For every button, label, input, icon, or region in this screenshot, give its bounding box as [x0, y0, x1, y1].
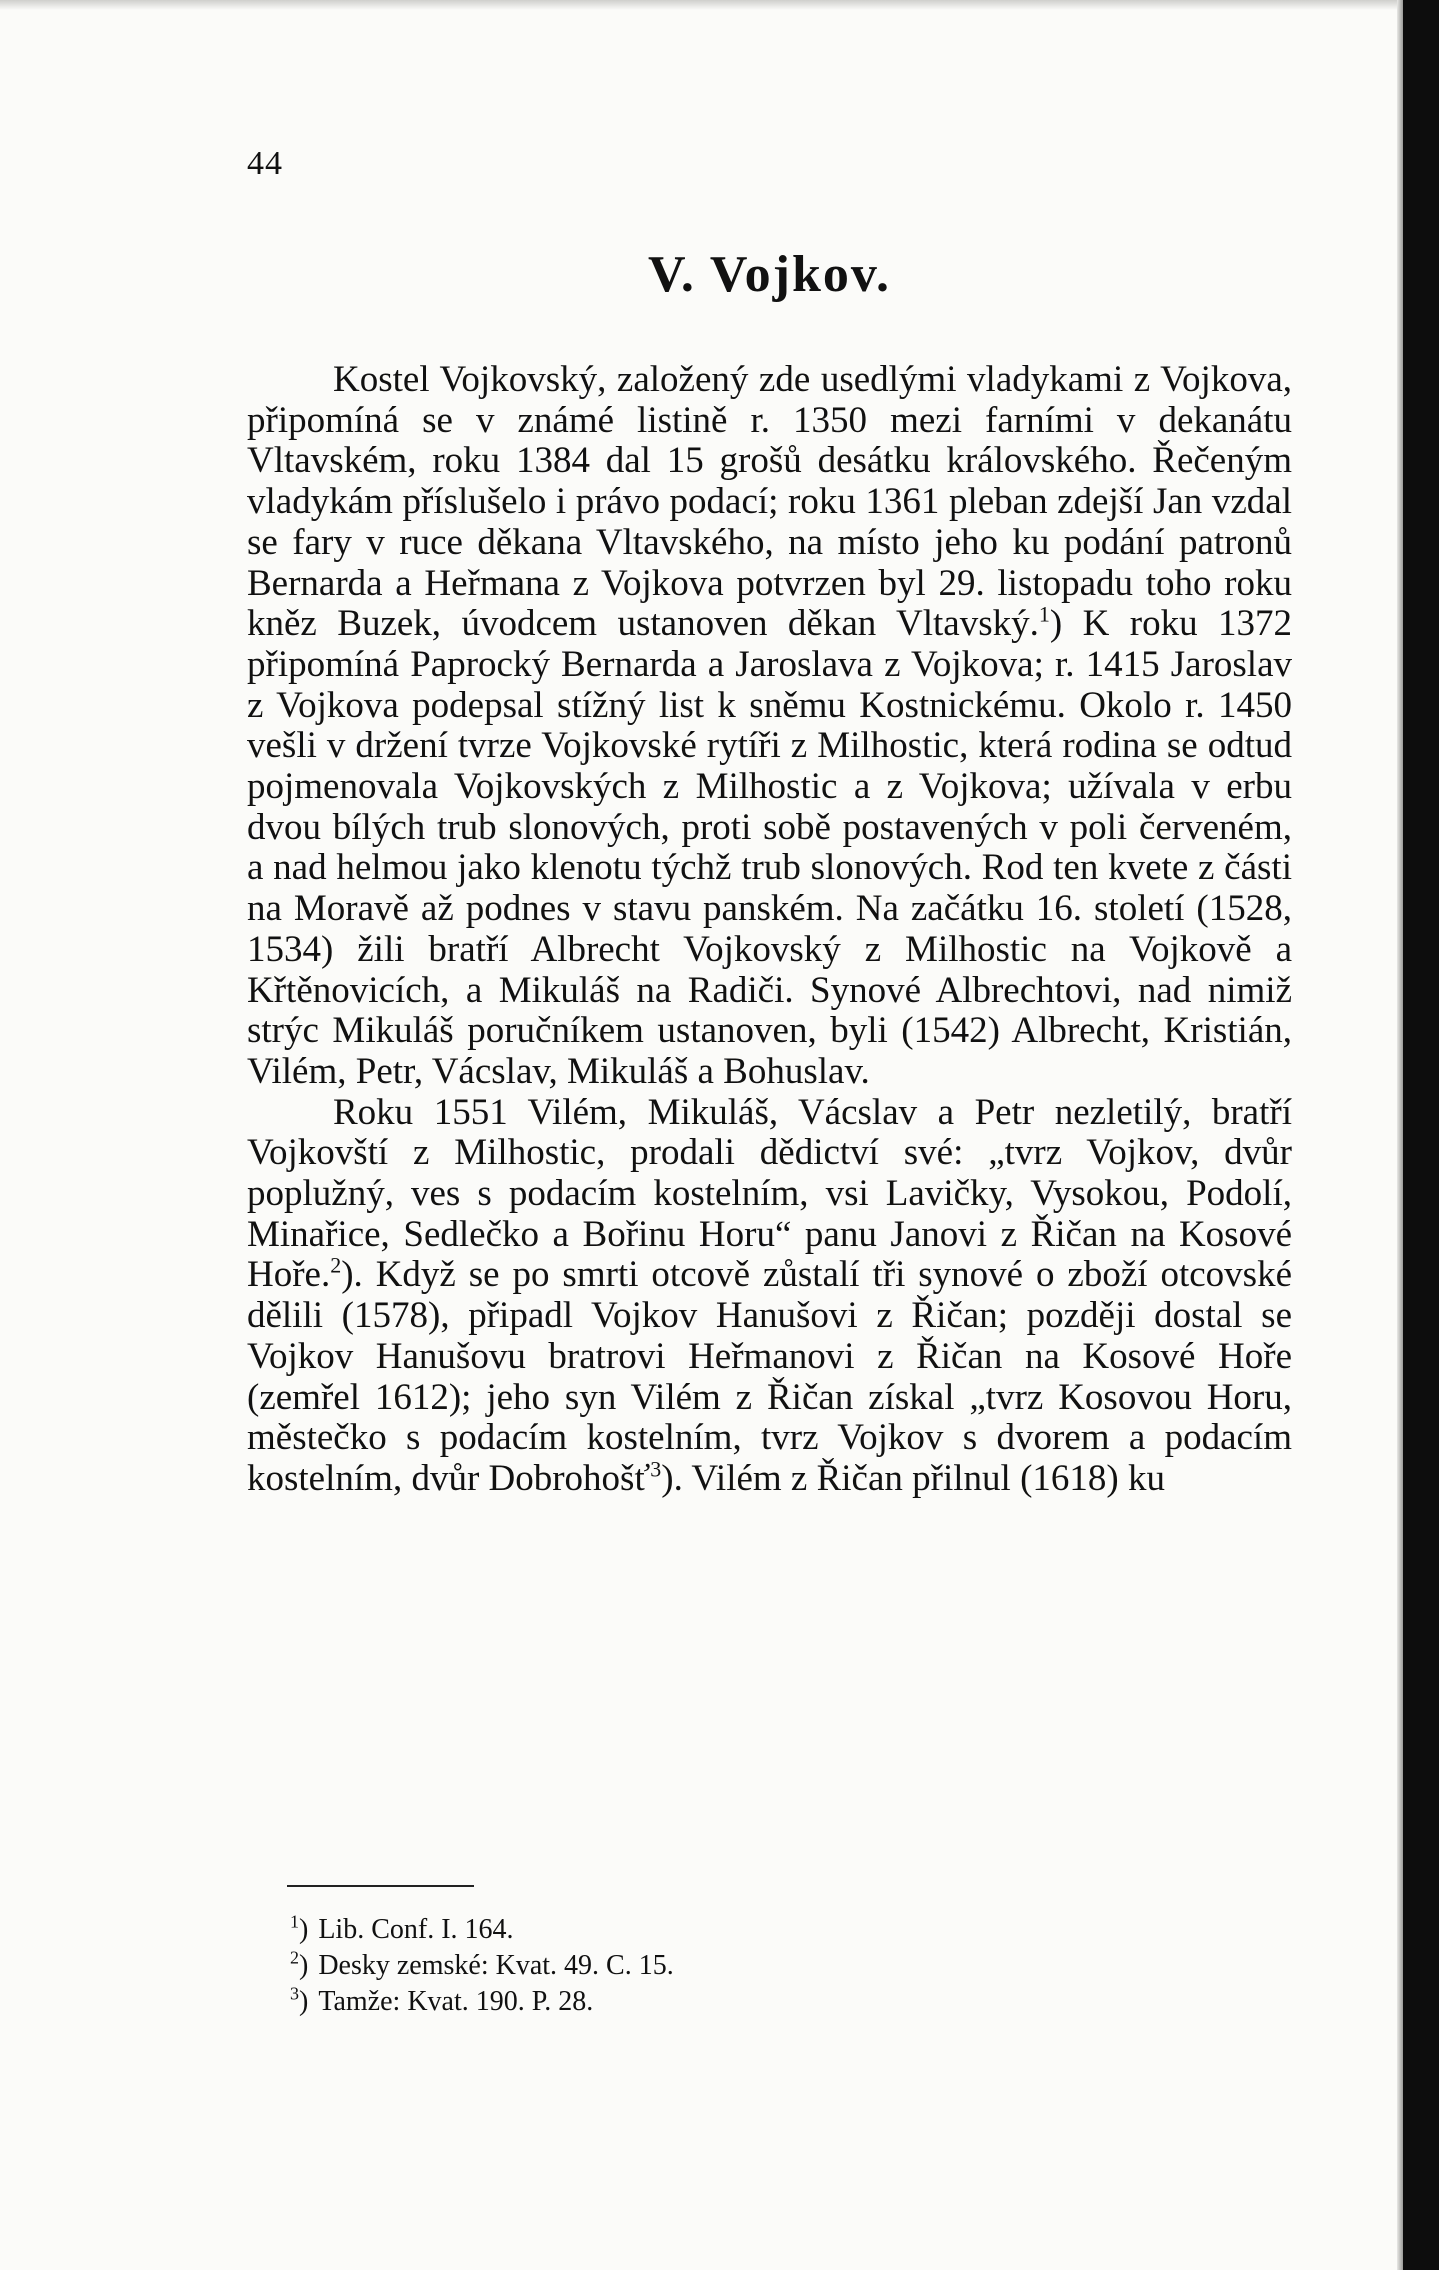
footnote-1-text: Lib. Conf. I. 164.: [318, 1914, 514, 1945]
footnote-2: [290, 1948, 1190, 1984]
footnote-1: [290, 1912, 1190, 1948]
footnote-ref-2: 2: [330, 1253, 342, 1279]
footnote-3: [290, 1984, 1190, 2020]
paragraph-2-text-c: ). Vilém z Řičan přilnul (1618) ku: [661, 1457, 1165, 1499]
footnote-ref-3: 3: [650, 1456, 662, 1482]
paragraph-1: [247, 360, 1292, 1093]
footnote-3-number: 3: [290, 1983, 299, 2004]
scan-edge: [1403, 0, 1439, 2270]
footnotes: [290, 1912, 1190, 2020]
footnote-2-text: Desky zemské: Kvat. 49. C. 15.: [318, 1950, 674, 1981]
footnote-2-number: 2: [290, 1947, 299, 1968]
footnote-3-text: Tamže: Kvat. 190. P. 28.: [318, 1986, 594, 2017]
paragraph-2-text-b: ). Když se po smrti otcově zůstalí tři synové o zboží otcovské dělili (1578), připadl Vojkov Hanušovi z Řičan; později dostal se Vojkov Hanušovu bratrovi Heřmanovi z Řičan na Kosové Hoře (zemřel 1612); jeho syn Vilém z Řičan získal „tvrz Kosovou Horu, městečko s podacím kostelním, tvrz Vojkov s dvorem a podacím kostelním, dvůr Dobrohošť: [247, 1254, 1292, 1499]
footnote-1-paren: ): [299, 1914, 309, 1945]
page-number: 44: [247, 145, 283, 182]
paragraph-2-text-a: Roku 1551 Vilém, Mikuláš, Vácslav a Petr nezletilý, bratří Vojkovští z Milhostic, prodali dědictví své: „tvrz Vojkov, dvůr poplužný, ves s podacím kostelním, vsi Lavičky, Vysokou, Podolí, Minařice, Sedlečko a Bořinu Horu“ panu Janovi z Řičan na Kosové Hoře.: [247, 1091, 1292, 1296]
scan-top-shadow: [0, 0, 1397, 10]
paragraph-1-text-b: ) K roku 1372 připomíná Paprocký Bernarda a Jaroslava z Vojkova; r. 1415 Jaroslav z Vojkova podepsal stížný list k sněmu Kostnickému. Okolo r. 1450 vešli v držení tvrze Vojkovské rytíři z Milhostic, která rodina se odtud pojmenovala Vojkovských z Milhostic a z Vojkova; užívala v erbu dvou bílých trub slonových, proti sobě postavených v poli červeném, a nad helmou jako klenotu týchž trub slonových. Rod ten kvete z části na Moravě až podnes v stavu panském. Na začátku 16. století (1528, 1534) žili bratří Albrecht Vojkovský z Milhostic na Vojkově a Křtěnovicích, a Mikuláš na Radiči. Synové Albrechtovi, nad nimiž strýc Mikuláš poručníkem ustanoven, byli (1542) Albrecht, Kristián, Vilém, Petr, Vácslav, Mikuláš a Bohuslav.: [247, 603, 1292, 1092]
footnote-3-paren: ): [299, 1986, 309, 2017]
paragraph-2: [247, 1093, 1292, 1500]
footnote-2-paren: ): [299, 1950, 309, 1981]
footnote-separator: [287, 1885, 474, 1887]
chapter-title: V. Vojkov.: [647, 246, 892, 303]
body-text: [247, 360, 1292, 1500]
paragraph-1-text-a: Kostel Vojkovský, založený zde usedlými vladykami z Vojkova, připomíná se v známé listině r. 1350 mezi farními v dekanátu Vltavském, roku 1384 dal 15 grošů desátku královského. Řečeným vladykám příslušelo i právo podací; roku 1361 pleban zdejší Jan vzdal se fary v ruce děkana Vltavského, na místo jeho ku podání patronů Bernarda a Heřmana z Vojkova potvrzen byl 29. listopadu toho roku kněz Buzek, úvodcem ustanoven děkan Vltavský.: [247, 359, 1292, 645]
footnote-1-number: 1: [290, 1911, 299, 1932]
footnote-ref-1: 1: [1038, 601, 1050, 627]
